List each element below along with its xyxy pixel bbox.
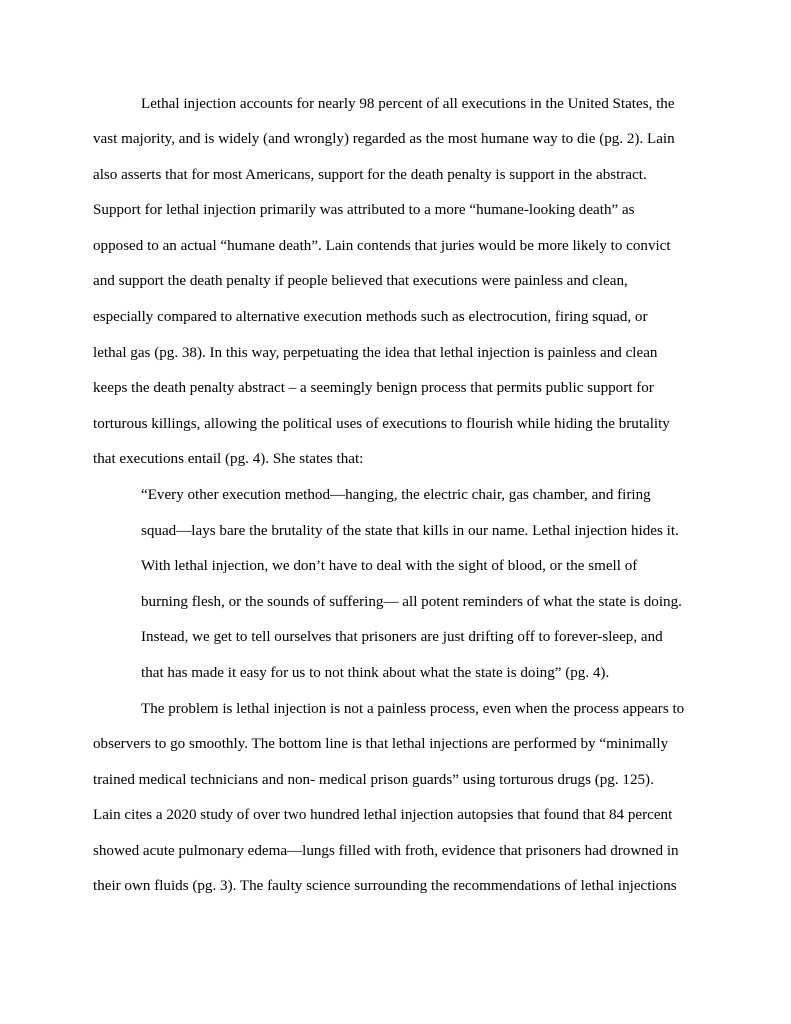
text-line: and support the death penalty if people believed that executions were painless and clean, [93, 273, 628, 289]
quote-line: that has made it easy for us to not think about what the state is doing” (pg. 4). [141, 665, 610, 681]
text-line: The problem is lethal injection is not a painless process, even when the process appears to [141, 701, 685, 717]
text-line: showed acute pulmonary edema—lungs filled with froth, evidence that prisoners had drowned in [93, 843, 679, 859]
text-line: opposed to an actual “humane death”. Lain contends that juries would be more likely to convict [93, 238, 671, 254]
text-line: observers to go smoothly. The bottom line is that lethal injections are performed by “minimally [93, 736, 669, 752]
text-line: especially compared to alternative execution methods such as electrocution, firing squad, or [93, 309, 648, 325]
text-line: trained medical technicians and non- medical prison guards” using torturous drugs (pg. 125). [93, 772, 654, 788]
text-line: their own fluids (pg. 3). The faulty science surrounding the recommendations of lethal injections [93, 878, 677, 894]
text-line: Lain cites a 2020 study of over two hundred lethal injection autopsies that found that 84 percent [93, 807, 673, 823]
quote-line: burning flesh, or the sounds of suffering— all potent reminders of what the state is doing. [141, 594, 682, 610]
text-line: also asserts that for most Americans, support for the death penalty is support in the abstract. [93, 167, 647, 183]
quote-line: squad—lays bare the brutality of the state that kills in our name. Lethal injection hides it. [141, 523, 679, 539]
text-line: Support for lethal injection primarily was attributed to a more “humane-looking death” as [93, 202, 635, 218]
quote-line: “Every other execution method—hanging, the electric chair, gas chamber, and firing [141, 487, 651, 503]
text-line: that executions entail (pg. 4). She states that: [93, 451, 364, 467]
text-line: vast majority, and is widely (and wrongly) regarded as the most humane way to die (pg. 2). Lain [93, 131, 675, 147]
quote-line: With lethal injection, we don’t have to deal with the sight of blood, or the smell of [141, 558, 638, 574]
quote-line: Instead, we get to tell ourselves that prisoners are just drifting off to forever-sleep, and [141, 629, 663, 645]
text-line: Lethal injection accounts for nearly 98 percent of all executions in the United States, the [141, 96, 675, 112]
text-line: lethal gas (pg. 38). In this way, perpetuating the idea that lethal injection is painless and clean [93, 345, 658, 361]
text-line: torturous killings, allowing the political uses of executions to flourish while hiding the brutality [93, 416, 670, 432]
text-line: keeps the death penalty abstract – a seemingly benign process that permits public support for [93, 380, 654, 396]
